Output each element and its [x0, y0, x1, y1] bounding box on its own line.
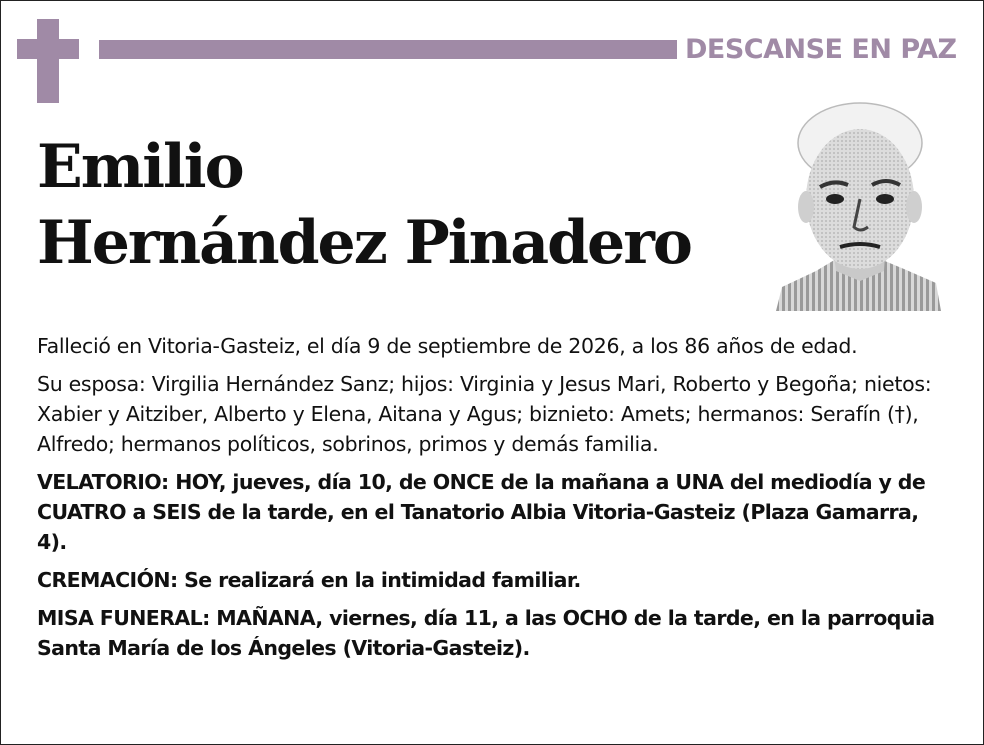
header-rule: [99, 40, 677, 59]
deceased-name: [37, 129, 777, 281]
obituary-text: [37, 331, 949, 671]
wake-notice: VELATORIO: HOY, jueves, día 10, de ONCE de la mañana a UNA del mediodía y de CUATRO a SEIS de la tarde, en el Tanatorio Albia Vitoria-Gasteiz (Plaza Gamarra, 4).: [37, 470, 926, 554]
mass-notice: MISA FUNERAL: MAÑANA, viernes, día 11, a las OCHO de la tarde, en la parroquia Santa María de los Ángeles (Vitoria-Gasteiz).: [37, 606, 935, 660]
portrait-photo: [776, 99, 941, 311]
portrait-icon: [776, 99, 941, 311]
cross-icon: [37, 19, 59, 103]
header-label: DESCANSE EN PAZ: [685, 34, 957, 65]
death-notice: Falleció en Vitoria-Gasteiz, el día 9 de septiembre de 2026, a los 86 años de edad.: [37, 334, 858, 358]
surnames: Hernández Pinadero: [37, 208, 691, 278]
cross-icon-bar: [17, 39, 79, 59]
cremation-notice: CREMACIÓN: Se realizará en la intimidad familiar.: [37, 568, 581, 592]
family-notice: Su esposa: Virgilia Hernández Sanz; hijos: Virginia y Jesus Mari, Roberto y Begoña; nietos: Xabier y Aitziber, Alberto y Elena, Aitana y Agus; biznieto: Amets; hermanos: Serafín (†), Alfredo; hermanos políticos, sobrinos, primos y demás familia.: [37, 372, 932, 456]
first-name: Emilio: [37, 132, 243, 202]
